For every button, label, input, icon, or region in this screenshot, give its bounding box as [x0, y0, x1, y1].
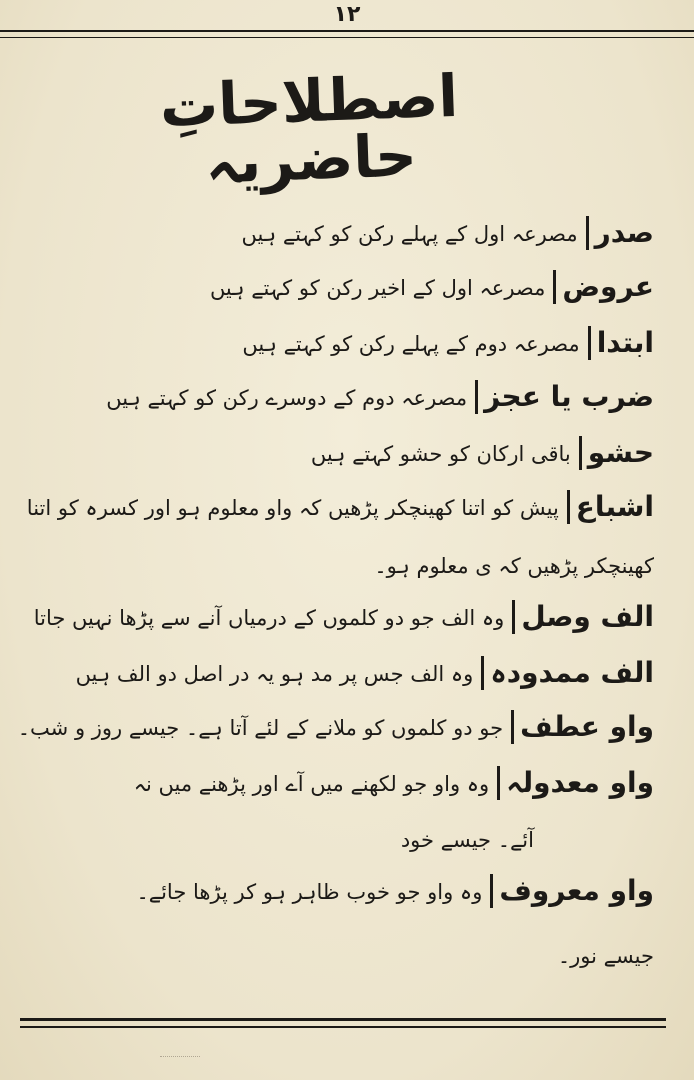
definition: پیش کو اتنا کھینچکر پڑھیں کہ واو معلوم ہو اور کسرہ کو اتنا: [26, 496, 559, 520]
entry-alif-wasl: [34, 600, 654, 635]
entry-ishba: [27, 490, 654, 525]
entry-hashw: [311, 436, 654, 471]
top-rule-thin: [0, 37, 694, 38]
definition: وہ الف جس پر مد ہو یہ در اصل دو الف ہیں: [75, 662, 474, 686]
definition: مصرعہ دوم کے پہلے رکن کو کہتے ہیں: [242, 332, 580, 356]
top-rule: [0, 30, 694, 32]
bottom-rule-thin: [20, 1026, 666, 1028]
term: واو معروف: [490, 874, 654, 908]
term: ابتدا: [588, 326, 654, 360]
page-title: اصطلاحاتِ حاضریہ: [158, 61, 460, 197]
definition-continuation: آئے۔ جیسے خود: [400, 828, 534, 852]
terms-list: [0, 200, 694, 1000]
term: واو عطف: [511, 710, 654, 744]
entry-waw-maduula: [134, 766, 654, 801]
definition: مصرعہ اول کے پہلے رکن کو کہتے ہیں: [241, 222, 578, 246]
entry-aroz: [210, 270, 654, 305]
term: واو معدولہ: [497, 766, 654, 800]
definition: وہ واو جو خوب ظاہر ہو کر پڑھا جائے۔: [136, 880, 483, 904]
entry-alif-mamduda: [76, 656, 654, 691]
entry-zarb: [106, 380, 654, 415]
entry-sadr: [242, 216, 654, 251]
term: الف وصل: [512, 600, 654, 634]
term: الف ممدودہ: [481, 656, 654, 690]
definition: مصرعہ اول کے اخیر رکن کو کہتے ہیں: [209, 276, 546, 300]
entry-ibtida: [242, 326, 654, 361]
definition: وہ الف جو دو کلموں کے درمیاں آنے سے پڑھا نہیں جاتا: [33, 606, 505, 630]
faint-mark: [160, 1046, 200, 1057]
bottom-rule: [20, 1018, 666, 1021]
definition: جو دو کلموں کو ملانے کے لئے آتا ہے۔ جیسے روز و شب۔: [17, 716, 504, 740]
term: صدر: [586, 216, 654, 250]
definition: مصرعہ دوم کے دوسرے رکن کو کہتے ہیں: [106, 386, 468, 410]
entry-waw-atf: [18, 710, 654, 745]
entry-waw-maroof: [136, 874, 654, 909]
term: ضرب یا عجز: [475, 380, 654, 414]
definition-continuation: کھینچکر پڑھیں کہ ی معلوم ہو۔: [374, 554, 654, 578]
term: اشباع: [567, 490, 654, 524]
page-number: ١٢: [333, 2, 361, 27]
term: عروض: [553, 270, 654, 304]
definition: وہ واو جو لکھنے میں آے اور پڑھنے میں نہ: [133, 772, 490, 796]
term: حشو: [579, 436, 654, 470]
definition-continuation: جیسے نور۔: [557, 944, 654, 968]
definition: باقی ارکان کو حشو کہتے ہیں: [310, 442, 571, 466]
